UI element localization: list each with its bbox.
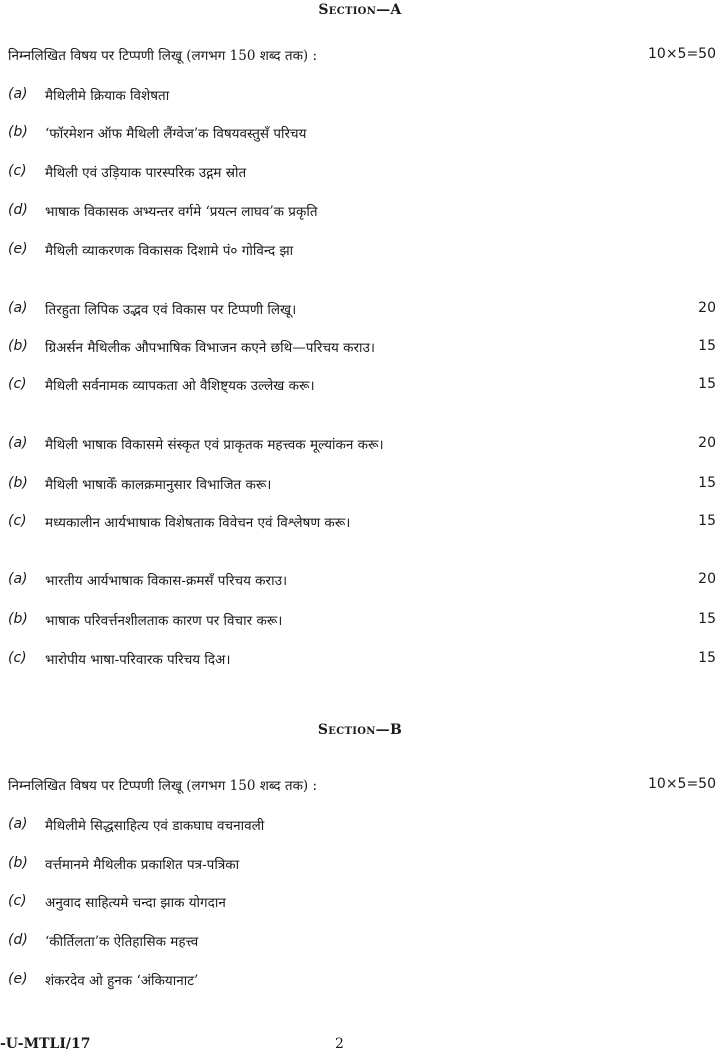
item-label: (a) [8,816,28,832]
item-label: (e) [8,241,28,257]
q3-item-b [0,475,720,501]
item-text: मैथिली व्याकरणक विकासक दिशामे पं० गोविन्द झा [45,243,294,259]
item-label: (e) [8,971,28,987]
item-marks: 15 [698,338,716,354]
paper-code: -U-MTLI/17 [0,1036,91,1052]
item-marks: 20 [698,300,716,316]
item-marks: 15 [698,475,716,491]
q5-item-c [0,893,720,919]
item-label: (b) [8,338,28,354]
item-label: (c) [8,650,27,666]
item-text: वर्त्तमानमे मैथिलीक प्रकाशित पत्र-पत्रिका [45,857,240,873]
item-text: मैथिलीमे सिद्धसाहित्य एवं डाकघाघ वचनावली [45,818,265,834]
item-label: (b) [8,855,28,871]
item-marks: 15 [698,650,716,666]
item-text: ‘कीर्तिलता’क ऐतिहासिक महत्त्व [45,934,199,950]
item-label: (a) [8,571,28,587]
item-label: (c) [8,163,27,179]
q4-item-b [0,611,720,637]
q2-item-b [0,338,720,364]
item-text: मैथिली एवं उड़ियाक पारस्परिक उद्गम स्रोत [45,165,247,181]
q1-item-d [0,202,720,228]
item-label: (a) [8,300,28,316]
item-marks: 15 [698,376,716,392]
item-text: मैथिली भाषाक विकासमे संस्कृत एवं प्राकृतक महत्त्वक मूल्यांकन करू। [45,437,384,453]
q5-intro-row [0,776,720,802]
item-text: मध्यकालीन आर्यभाषाक विशेषताक विवेचन एवं विश्लेषण करू। [45,515,351,531]
q5-marks: 10×5=50 [648,776,716,792]
item-label: (c) [8,513,27,529]
item-label: (d) [8,932,28,948]
q5-item-e [0,971,720,997]
item-label: (b) [8,124,28,140]
item-label: (d) [8,202,28,218]
item-text: भाषाक परिवर्त्तनशीलताक कारण पर विचार करू। [45,613,283,629]
q5-item-d [0,932,720,958]
q5-item-a [0,816,720,842]
q1-item-c [0,163,720,189]
item-text: भारतीय आर्यभाषाक विकास-क्रमसँ परिचय कराउ। [45,573,288,589]
item-label: (a) [8,435,28,451]
q4-item-c [0,650,720,676]
item-marks: 20 [698,435,716,451]
q5-intro: निम्नलिखित विषय पर टिप्पणी लिखू (लगभग 150 शब्द तक) : [8,778,318,794]
item-label: (c) [8,893,27,909]
item-text: अनुवाद साहित्यमे चन्दा झाक योगदान [45,895,226,911]
q1-item-e [0,241,720,267]
q2-item-a [0,300,720,326]
q3-item-c [0,513,720,539]
item-label: (b) [8,611,28,627]
q1-item-a [0,86,720,112]
item-text: मैथिली सर्वनामक व्यापकता ओ वैशिष्ट्यक उल्लेख करू। [45,378,315,394]
item-label: (a) [8,86,28,102]
item-label: (c) [8,376,27,392]
item-marks: 20 [698,571,716,587]
item-marks: 15 [698,611,716,627]
item-text: शंकरदेव ओ हुनक ‘अंकियानाट’ [45,973,199,989]
item-text: ग्रिअर्सन मैथिलीक औपभाषिक विभाजन कएने छथि—परिचय कराउ। [45,340,376,356]
item-text: मैथिलीमे क्रियाक विशेषता [45,88,170,104]
item-text: भाषाक विकासक अभ्यन्तर वर्गमे ‘प्रयत्न लाघव’क प्रकृति [45,204,318,220]
item-label: (b) [8,475,28,491]
page-number: 2 [335,1036,344,1052]
q5-item-b [0,855,720,881]
q2-item-c [0,376,720,402]
q4-item-a [0,571,720,597]
item-text: मैथिली भाषाकेँ कालक्रमानुसार विभाजित करू। [45,477,272,493]
q1-item-b [0,124,720,150]
section-b-heading: Section—B [317,722,403,738]
q1-intro-row [0,46,720,72]
section-a-heading: Section—A [318,2,402,18]
item-text: ‘फॉरमेशन ऑफ मैथिली लैंग्वेज’क विषयवस्तुसँ परिचय [45,126,307,142]
item-text: भारोपीय भाषा-परिवारक परिचय दिअ। [45,652,231,668]
q3-item-a [0,435,720,461]
q1-intro: निम्नलिखित विषय पर टिप्पणी लिखू (लगभग 150 शब्द तक) : [8,48,318,64]
item-text: तिरहुता लिपिक उद्भव एवं विकास पर टिप्पणी लिखू। [45,302,297,318]
item-marks: 15 [698,513,716,529]
q1-marks: 10×5=50 [648,46,716,62]
